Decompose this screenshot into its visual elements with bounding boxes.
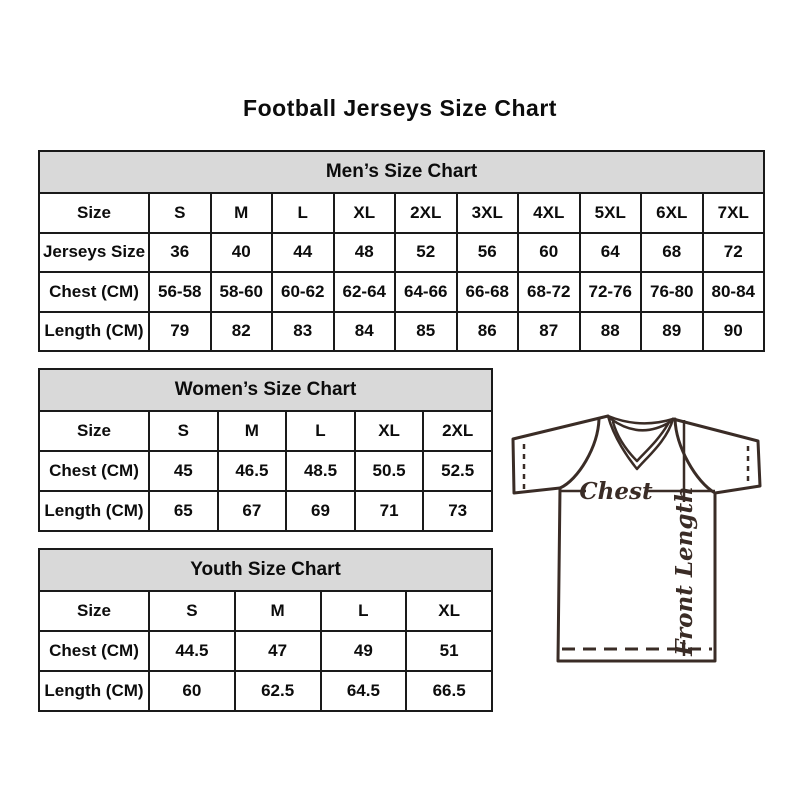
cell-value: 60	[149, 671, 235, 711]
cell-value: 60	[518, 233, 580, 273]
cell-value: 82	[211, 312, 273, 352]
cell-value: 85	[395, 312, 457, 352]
table-row	[39, 671, 492, 711]
table-row	[39, 233, 764, 273]
cell-value: 66.5	[406, 671, 492, 711]
row-label: Jerseys Size	[39, 233, 149, 273]
womens-table-title: Women’s Size Chart	[39, 369, 492, 411]
chest-label: Chest	[579, 478, 653, 505]
cell-value: 47	[235, 631, 321, 671]
cell-value: 62-64	[334, 272, 396, 312]
cell-value: 56	[457, 233, 519, 273]
mens-table-title: Men’s Size Chart	[39, 151, 764, 193]
cell-value: 44	[272, 233, 334, 273]
cell-value: 58-60	[211, 272, 273, 312]
row-label: Chest (CM)	[39, 451, 149, 491]
cell-value: S	[149, 411, 218, 451]
cell-value: 84	[334, 312, 396, 352]
cell-value: 67	[218, 491, 287, 531]
row-label: Length (CM)	[39, 671, 149, 711]
cell-value: 66-68	[457, 272, 519, 312]
cell-value: 80-84	[703, 272, 765, 312]
table-row	[39, 193, 764, 233]
row-label: Size	[39, 411, 149, 451]
cell-value: 88	[580, 312, 642, 352]
cell-value: 79	[149, 312, 211, 352]
front-length-label: Front Length	[671, 486, 698, 656]
cell-value: 71	[355, 491, 424, 531]
mens-size-table	[38, 150, 765, 352]
cell-value: M	[211, 193, 273, 233]
cell-value: 6XL	[641, 193, 703, 233]
cell-value: 68-72	[518, 272, 580, 312]
table-row	[39, 411, 492, 451]
cell-value: 50.5	[355, 451, 424, 491]
cell-value: 83	[272, 312, 334, 352]
cell-value: 2XL	[423, 411, 492, 451]
cell-value: 86	[457, 312, 519, 352]
cell-value: 72	[703, 233, 765, 273]
youth-table-title: Youth Size Chart	[39, 549, 492, 591]
row-label: Size	[39, 193, 149, 233]
cell-value: L	[286, 411, 355, 451]
cell-value: S	[149, 591, 235, 631]
row-label: Chest (CM)	[39, 272, 149, 312]
row-label: Length (CM)	[39, 491, 149, 531]
table-row	[39, 451, 492, 491]
table-header-row	[39, 549, 492, 591]
cell-value: XL	[334, 193, 396, 233]
cell-value: 48	[334, 233, 396, 273]
jersey-icon	[500, 392, 772, 676]
cell-value: 76-80	[641, 272, 703, 312]
cell-value: 64	[580, 233, 642, 273]
cell-value: L	[321, 591, 407, 631]
cell-value: 36	[149, 233, 211, 273]
cell-value: 2XL	[395, 193, 457, 233]
cell-value: 4XL	[518, 193, 580, 233]
cell-value: 60-62	[272, 272, 334, 312]
cell-value: 65	[149, 491, 218, 531]
womens-size-table	[38, 368, 493, 532]
table-row	[39, 491, 492, 531]
cell-value: M	[218, 411, 287, 451]
table-row	[39, 272, 764, 312]
jersey-right-seam	[675, 419, 715, 493]
row-label: Size	[39, 591, 149, 631]
cell-value: 89	[641, 312, 703, 352]
cell-value: 87	[518, 312, 580, 352]
cell-value: 46.5	[218, 451, 287, 491]
table-header-row	[39, 151, 764, 193]
cell-value: S	[149, 193, 211, 233]
table-row	[39, 591, 492, 631]
cell-value: 90	[703, 312, 765, 352]
cell-value: M	[235, 591, 321, 631]
cell-value: 49	[321, 631, 407, 671]
youth-size-table	[38, 548, 493, 712]
cell-value: 72-76	[580, 272, 642, 312]
cell-value: 45	[149, 451, 218, 491]
cell-value: XL	[406, 591, 492, 631]
cell-value: 44.5	[149, 631, 235, 671]
cell-value: 64-66	[395, 272, 457, 312]
cell-value: 3XL	[457, 193, 519, 233]
cell-value: 7XL	[703, 193, 765, 233]
row-label: Chest (CM)	[39, 631, 149, 671]
cell-value: 52	[395, 233, 457, 273]
cell-value: 68	[641, 233, 703, 273]
cell-value: L	[272, 193, 334, 233]
cell-value: 48.5	[286, 451, 355, 491]
cell-value: 69	[286, 491, 355, 531]
cell-value: XL	[355, 411, 424, 451]
table-header-row	[39, 369, 492, 411]
table-row	[39, 631, 492, 671]
cell-value: 40	[211, 233, 273, 273]
cell-value: 56-58	[149, 272, 211, 312]
cell-value: 52.5	[423, 451, 492, 491]
page-title: Football Jerseys Size Chart	[243, 95, 557, 121]
cell-value: 64.5	[321, 671, 407, 711]
cell-value: 51	[406, 631, 492, 671]
row-label: Length (CM)	[39, 312, 149, 352]
table-row	[39, 312, 764, 352]
cell-value: 62.5	[235, 671, 321, 711]
cell-value: 5XL	[580, 193, 642, 233]
cell-value: 73	[423, 491, 492, 531]
jersey-measurement-diagram	[500, 392, 772, 676]
